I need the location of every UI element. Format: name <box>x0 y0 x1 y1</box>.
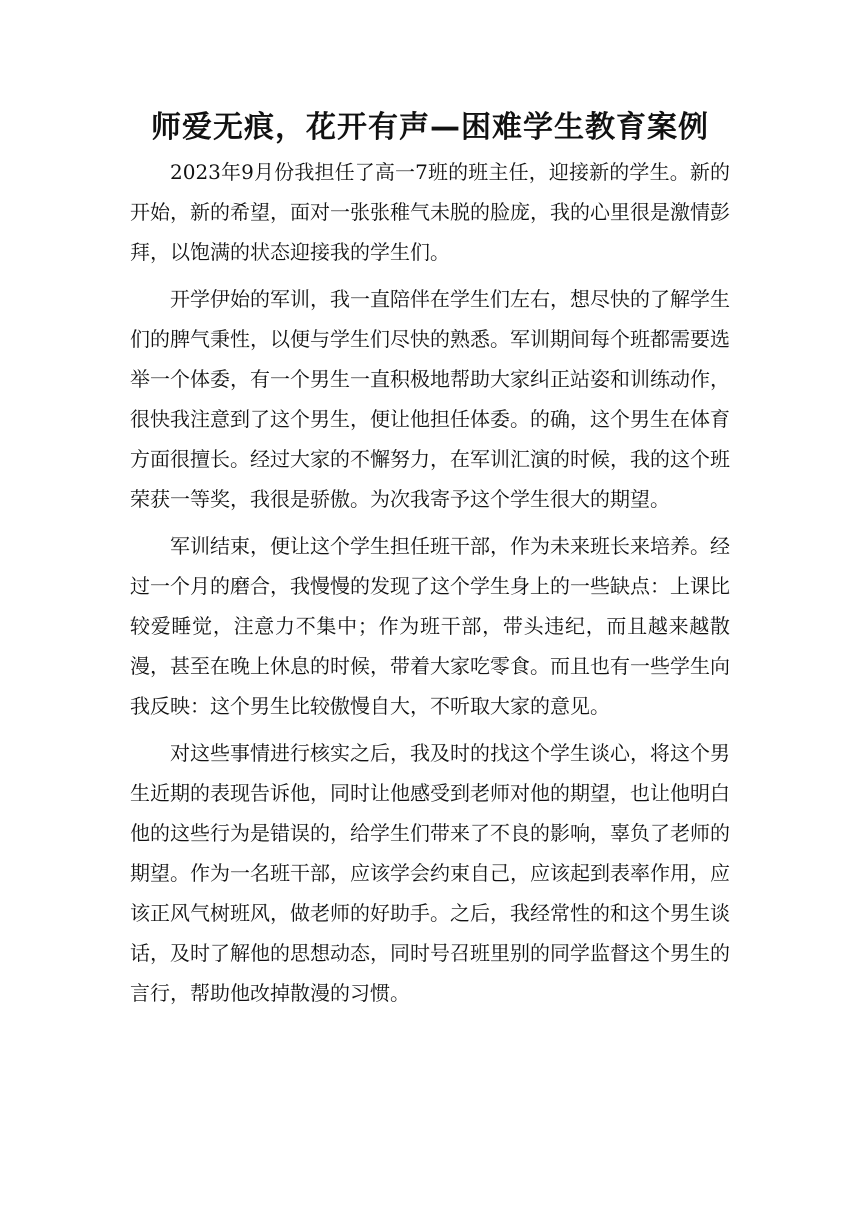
paragraph-1: 2023年9月份我担任了高一7班的班主任，迎接新的学生。新的开始，新的希望，面对一张张稚气未脱的脸庞，我的心里很是激情彭拜，以饱满的状态迎接我的学生们。 <box>130 160 730 264</box>
paragraph-3: 军训结束，便让这个学生担任班干部，作为未来班长来培养。经过一个月的磨合，我慢慢的发现了这个学生身上的一些缺点：上课比较爱睡觉，注意力不集中；作为班干部，带头违纪，而且越来越散漫，甚至在晚上休息的时候，带着大家吃零食。而且也有一些学生向我反映：这个男生比较傲慢自大，不听取大家的意见。 <box>130 534 730 718</box>
document-title: 师爱无痕，花开有声—困难学生教育案例 <box>151 110 709 145</box>
document-body <box>130 152 730 1020</box>
paragraph-2: 开学伊始的军训，我一直陪伴在学生们左右，想尽快的了解学生们的脾气秉性，以便与学生们尽快的熟悉。军训期间每个班都需要选举一个体委，有一个男生一直积极地帮助大家纠正站姿和训练动作，很快我注意到了这个男生，便让他担任体委。的确，这个男生在体育方面很擅长。经过大家的不懈努力，在军训汇演的时候，我的这个班荣获一等奖，我很是骄傲。为次我寄予这个学生很大的期望。 <box>130 287 730 511</box>
paragraph-4: 对这些事情进行核实之后，我及时的找这个学生谈心，将这个男生近期的表现告诉他，同时让他感受到老师对他的期望，也让他明白他的这些行为是错误的，给学生们带来了不良的影响，辜负了老师的期望。作为一名班干部，应该学会约束自己，应该起到表率作用，应该正风气树班风，做老师的好助手。之后，我经常性的和这个男生谈话，及时了解他的思想动态，同时号召班里别的同学监督这个男生的言行，帮助他改掉散漫的习惯。 <box>130 741 730 1005</box>
